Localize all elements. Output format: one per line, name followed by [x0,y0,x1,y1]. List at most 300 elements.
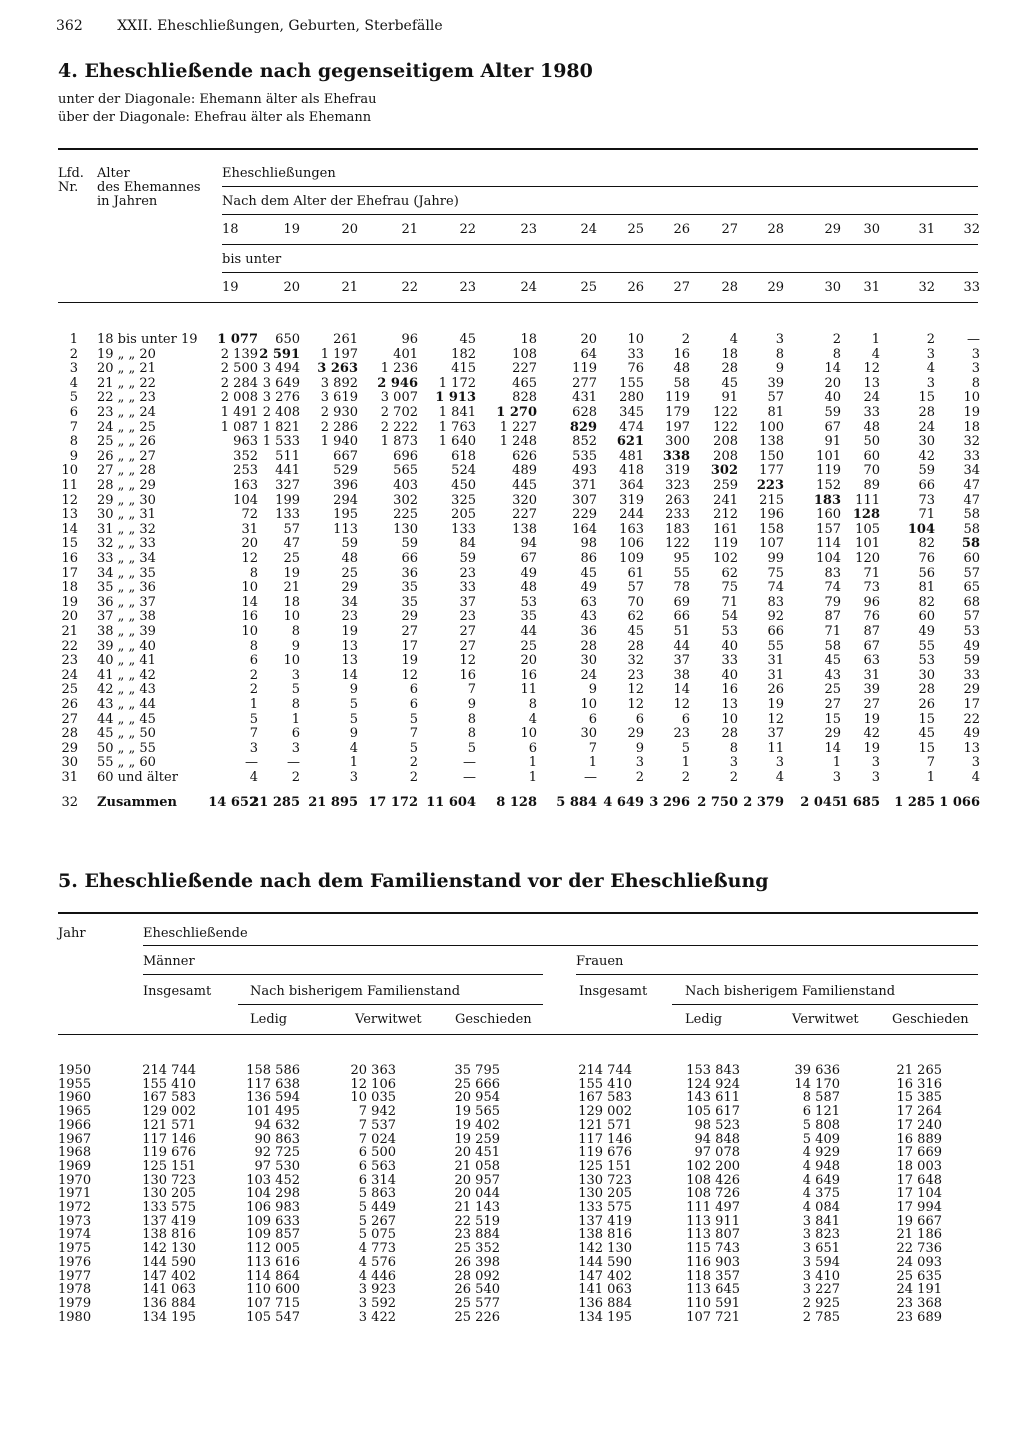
hdr-eheschliessungen: Eheschließungen [222,166,336,181]
table-cell: 40 [824,390,841,406]
hdr5-jahr: Jahr [58,926,86,941]
table-cell: 3 [971,346,980,362]
table-cell: 73 [918,492,935,508]
table-cell: 650 [275,332,300,347]
table-cell: 23 [459,565,476,581]
table-cell: 24 [863,390,880,406]
table-cell: 199 [275,492,300,508]
table-cell: 29 [824,726,841,742]
table-cell: 23 884 [454,1227,500,1243]
table-cell: 33 [721,653,738,669]
table-cell: 25 [341,565,358,581]
table-cell: 1 491 [220,405,258,420]
table-cell: 30 [918,434,935,450]
table-cell: 3 [291,667,300,683]
table-cell: 4 [729,332,738,347]
table-cell: 307 [572,492,597,508]
table-cell: 183 [665,521,690,537]
table-cell: 403 [393,478,418,493]
table-cell: 302 [393,492,418,508]
table-cell: 63 [863,653,880,669]
table-cell: 43 [580,609,597,625]
table-cell: 49 [963,638,980,654]
table-cell: 529 [333,463,358,479]
table-cell: 75 [767,565,784,581]
table-cell: 116 903 [686,1254,740,1270]
table-cell: 352 [233,448,258,464]
to-age-14: 33 [963,280,980,295]
row-age-label: 18 bis unter 19 [97,332,198,347]
table-cell: 179 [665,405,690,420]
table-cell: 71 [824,624,841,639]
table-cell: 34 [341,594,358,610]
table-cell: 3 276 [262,390,300,406]
table-cell: 45 [459,332,476,347]
table-cell: 8 [528,697,537,712]
table-cell: 2 500 [220,361,258,377]
table4-title: 4. Eheschließende nach gegenseitigem Alter 1980 [58,60,593,82]
table-cell: 5 [291,682,300,698]
table-cell: 14 [241,594,258,610]
to-age-8: 27 [673,280,690,295]
table-cell: 84 [459,536,476,552]
table-cell: 91 [721,390,738,406]
table-cell: 9 [291,638,300,654]
table-cell: 1 [528,755,537,771]
table-cell: 81 [918,580,935,596]
table-cell: 223 [756,478,784,493]
table-cell: 13 [963,740,980,756]
table-cell: 137 419 [578,1213,632,1229]
year-cell: 1965 [58,1104,92,1120]
table-cell: 117 146 [142,1131,196,1147]
table-cell: 53 [520,594,537,610]
table-cell: 15 [918,390,935,406]
table-cell: 143 611 [686,1090,740,1106]
table-cell: 76 [627,361,644,377]
table-cell: 102 200 [686,1158,740,1174]
from-age-12: 30 [863,222,880,237]
table-cell: 94 848 [694,1131,740,1147]
table-cell: 1 [588,755,597,771]
table-cell: 19 [341,624,358,639]
table-cell: 9 [349,726,358,742]
table-cell: 3 263 [317,361,358,377]
table-cell: 1 [528,770,537,785]
table-cell: 115 743 [686,1241,740,1257]
total-cell: 3 296 [649,794,690,810]
table-cell: 63 [580,594,597,610]
table-cell: 108 726 [686,1186,740,1202]
total-cell: 5 884 [556,794,597,810]
table-cell: 3 841 [802,1213,840,1229]
table-cell: 6 314 [358,1172,396,1188]
table-cell: 134 195 [142,1309,196,1325]
hdr-in-jahren: in Jahren [97,194,158,209]
table-cell: 106 983 [246,1200,300,1215]
table-cell: 1 [926,770,935,785]
total-cell: 1 685 [839,794,880,810]
table-cell: 26 [918,697,935,712]
table4-note2: über der Diagonale: Ehefrau älter als Ehemann [58,110,372,125]
table-cell: 8 [291,697,300,712]
table-cell: 4 446 [358,1268,396,1284]
table-cell: 445 [512,478,537,493]
table-cell: 133 575 [142,1200,196,1215]
table-cell: 147 402 [142,1268,196,1284]
row-nr: 27 [61,711,78,727]
table-cell: 229 [572,507,597,523]
table-cell: 215 [759,492,784,508]
table-cell: 2 408 [262,405,300,420]
table-cell: 4 929 [802,1145,840,1161]
hdr5-maenner: Männer [143,954,195,969]
hdr5-ledig-m: Ledig [250,1012,288,1027]
table-cell: 96 [401,332,418,347]
row-age-label: 23 „ „ 24 [97,405,156,420]
table-cell: 2 [635,770,644,785]
hdr5-insgesamt-f: Insgesamt [579,984,648,999]
table-cell: 152 [816,478,841,493]
table-cell: — [463,755,476,771]
table-cell: 23 368 [896,1295,942,1311]
table-cell: 129 002 [142,1104,196,1120]
table-cell: 3 649 [262,375,300,391]
table-cell: 1 227 [499,419,537,435]
table-cell: 74 [767,580,784,596]
table-cell: 3 [971,361,980,377]
table-cell: 17 994 [896,1200,942,1215]
table-cell: 13 [721,697,738,712]
table-cell: 39 636 [794,1063,840,1078]
from-age-1: 19 [283,222,300,237]
table-cell: 92 [767,609,784,625]
table-cell: 29 [341,580,358,596]
year-cell: 1970 [58,1172,92,1188]
table-cell: 37 [767,726,784,742]
table-cell: 182 [451,346,476,362]
table-cell: 141 063 [142,1282,196,1298]
table-cell: 26 540 [454,1282,500,1298]
row-nr: 4 [69,375,78,391]
table-cell: 16 [241,609,258,625]
hdr-alter: Alter [97,166,130,181]
row-nr: 1 [69,332,78,347]
table-cell: 225 [393,507,418,523]
row-age-label: 44 „ „ 45 [97,711,156,727]
table-cell: 11 [520,682,537,698]
table-cell: 1 077 [217,332,258,347]
hdr5-rule-mn [238,1004,543,1005]
table-cell: 114 864 [246,1268,300,1284]
table-cell: 104 [233,492,258,508]
table-cell: 59 [918,463,935,479]
table-cell: 302 [710,463,738,479]
to-age-2: 21 [341,280,358,295]
table-cell: 1 197 [320,346,358,362]
row-nr: 24 [61,667,78,683]
table-cell: 104 [816,551,841,566]
table-cell: 29 [401,609,418,625]
table-cell: 280 [619,390,644,406]
table-cell: 323 [665,478,690,493]
hdr5-nach-m: Nach bisherigem Familienstand [250,984,461,999]
table-cell: 565 [393,463,418,479]
table-cell: 16 316 [896,1076,942,1092]
table-cell: 102 [713,551,738,566]
total-row-nr: 32 [61,794,78,810]
table-cell: 45 [918,726,935,742]
row-age-label: 29 „ „ 30 [97,492,156,508]
table-cell: 136 884 [142,1295,196,1311]
row-age-label: 45 „ „ 50 [97,726,156,742]
row-nr: 15 [61,536,78,552]
table-cell: 20 [580,332,597,347]
year-cell: 1977 [58,1268,92,1284]
table-cell: 696 [393,448,418,464]
table-cell: 27 [824,697,841,712]
table-cell: 618 [451,448,476,464]
table-cell: 27 [459,624,476,639]
table-cell: 208 [713,448,738,464]
table-cell: 4 [775,770,784,785]
table-cell: 208 [713,434,738,450]
table-cell: 6 563 [358,1158,396,1174]
table-cell: 14 [341,667,358,683]
table-cell: 71 [918,507,935,523]
row-age-label: 32 „ „ 33 [97,536,156,552]
table-cell: 214 744 [578,1063,632,1078]
year-cell: 1972 [58,1200,92,1215]
table-cell: 2 930 [320,405,358,420]
table-cell: 113 616 [246,1254,300,1270]
table-cell: 319 [619,492,644,508]
table-cell: 114 [816,536,841,552]
table-cell: 214 744 [142,1063,196,1078]
table-cell: 66 [673,609,690,625]
table-cell: 14 170 [794,1076,840,1092]
table-cell: 2 [409,770,418,785]
row-nr: 18 [61,580,78,596]
table-cell: 142 130 [142,1241,196,1257]
total-cell: 21 285 [250,794,300,810]
from-age-4: 22 [459,222,476,237]
table-cell: 2 [249,682,258,698]
table-cell: 53 [918,653,935,669]
table-cell: 6 [249,653,258,669]
table-cell: 75 [721,580,738,596]
table-cell: 20 957 [454,1172,500,1188]
from-age-5: 23 [520,222,537,237]
year-cell: 1960 [58,1090,92,1106]
table-cell: 67 [863,638,880,654]
table-cell: 1 [681,755,690,771]
table-cell: 44 [520,624,537,639]
row-age-label: 24 „ „ 25 [97,419,156,435]
table-cell: 33 [963,448,980,464]
table-cell: 119 676 [578,1145,632,1161]
total-cell: 2 045 [800,794,841,810]
table-cell: 2 591 [259,346,300,362]
table-cell: 101 [816,448,841,464]
table-cell: 300 [665,434,690,450]
table-cell: 3 [871,755,880,771]
table-cell: 25 [520,638,537,654]
table-cell: 35 [520,609,537,625]
table-cell: 19 [401,653,418,669]
table-cell: 195 [333,507,358,523]
table-cell: 133 575 [578,1200,632,1215]
table-cell: 71 [721,594,738,610]
table-cell: 3 892 [320,375,358,391]
table-cell: 25 352 [454,1241,500,1257]
table-cell: 511 [275,448,300,464]
table-cell: 3 651 [802,1241,840,1257]
table-cell: 29 [627,726,644,742]
table-cell: 155 410 [578,1076,632,1092]
table-cell: 157 [816,521,841,537]
table-cell: 3 [249,740,258,756]
from-age-13: 31 [918,222,935,237]
table-cell: 22 [963,711,980,727]
table-cell: 2 [409,755,418,771]
table-cell: 110 600 [246,1282,300,1298]
table-cell: 371 [572,478,597,493]
table-cell: 17 669 [896,1145,942,1161]
table-cell: 14 [824,740,841,756]
table-cell: 138 816 [142,1227,196,1243]
table-cell: 125 151 [142,1158,196,1174]
row-nr: 22 [61,638,78,654]
table-cell: 103 452 [246,1172,300,1188]
table-cell: 109 857 [246,1227,300,1243]
table-cell: 45 [824,653,841,669]
table-cell: 20 044 [454,1186,500,1202]
table-cell: 50 [863,434,880,450]
table-cell: 6 121 [802,1104,840,1120]
table-cell: 23 [627,667,644,683]
table-cell: 24 [580,667,597,683]
hdr-rule-1 [222,186,978,187]
table-cell: 1 [832,755,841,771]
table-cell: 130 205 [578,1186,632,1202]
table-cell: 43 [824,667,841,683]
table4-header-bottom-rule [58,302,978,303]
table-cell: 51 [673,624,690,639]
table-cell: 10 [283,609,300,625]
table-cell: 90 863 [254,1131,300,1147]
table-cell: 3 594 [802,1254,840,1270]
row-nr: 17 [61,565,78,581]
table-cell: 24 093 [896,1254,942,1270]
table-cell: 130 723 [578,1172,632,1188]
table-cell: 431 [572,390,597,406]
table-cell: 5 [409,711,418,727]
table-cell: 8 [249,565,258,581]
table-cell: 23 689 [896,1309,942,1325]
table-cell: 57 [767,390,784,406]
table-cell: 10 035 [350,1090,396,1106]
year-cell: 1971 [58,1186,92,1202]
total-cell: 1 285 [894,794,935,810]
table-cell: 60 [863,448,880,464]
table-cell: 119 [572,361,597,377]
to-age-6: 25 [580,280,597,295]
table-cell: 441 [275,463,300,479]
table-cell: 3 619 [320,390,358,406]
table-cell: 48 [341,551,358,566]
hdr5-eheschliessende: Eheschließende [143,926,248,941]
table-cell: 6 [291,726,300,742]
table-cell: 40 [721,667,738,683]
table-cell: 104 [907,521,935,537]
table-cell: 58 [961,536,980,552]
table-cell: 101 [855,536,880,552]
table-cell: 129 002 [578,1104,632,1120]
table-cell: 47 [283,536,300,552]
row-nr: 30 [61,755,78,771]
table-cell: 17 264 [896,1104,942,1120]
year-cell: 1976 [58,1254,92,1270]
row-age-label: 19 „ „ 20 [97,346,156,362]
table-cell: 19 667 [896,1213,942,1229]
table-cell: 9 [467,697,476,712]
table-cell: 37 [459,594,476,610]
row-nr: 2 [69,346,78,362]
table-cell: 122 [665,536,690,552]
table-cell: 122 [713,405,738,420]
table-cell: — [245,755,258,771]
from-age-8: 26 [673,222,690,237]
table-cell: 91 [824,434,841,450]
table-cell: 97 530 [254,1158,300,1174]
table-cell: 58 [673,375,690,391]
row-nr: 13 [61,507,78,523]
table-cell: 19 [863,740,880,756]
table-cell: 12 [627,697,644,712]
table-cell: 5 [349,697,358,712]
table-cell: 16 [721,682,738,698]
table-cell: 64 [580,346,597,362]
table-cell: 161 [713,521,738,537]
table-cell: 3 [775,755,784,771]
table-cell: 81 [767,405,784,420]
table-cell: 277 [572,375,597,391]
table-cell: 12 [241,551,258,566]
table-cell: 74 [824,580,841,596]
table-cell: 338 [662,448,690,464]
table-cell: 13 [341,638,358,654]
table-cell: 33 [627,346,644,362]
table-cell: 3 [775,332,784,347]
table-cell: 89 [863,478,880,493]
hdr5-nach-f: Nach bisherigem Familienstand [685,984,896,999]
table-cell: 6 [409,697,418,712]
table-cell: 20 [241,536,258,552]
table-cell: 481 [619,448,644,464]
table-cell: 4 773 [358,1241,396,1257]
table-cell: 94 [520,536,537,552]
table-cell: 3 227 [802,1282,840,1298]
table-cell: 5 863 [358,1186,396,1202]
table-cell: 134 195 [578,1309,632,1325]
table-cell: 2 [249,667,258,683]
table-cell: 15 [824,711,841,727]
year-cell: 1978 [58,1282,92,1298]
table-cell: 155 [619,375,644,391]
table-cell: 14 [673,682,690,698]
table-cell: 7 024 [358,1131,396,1147]
